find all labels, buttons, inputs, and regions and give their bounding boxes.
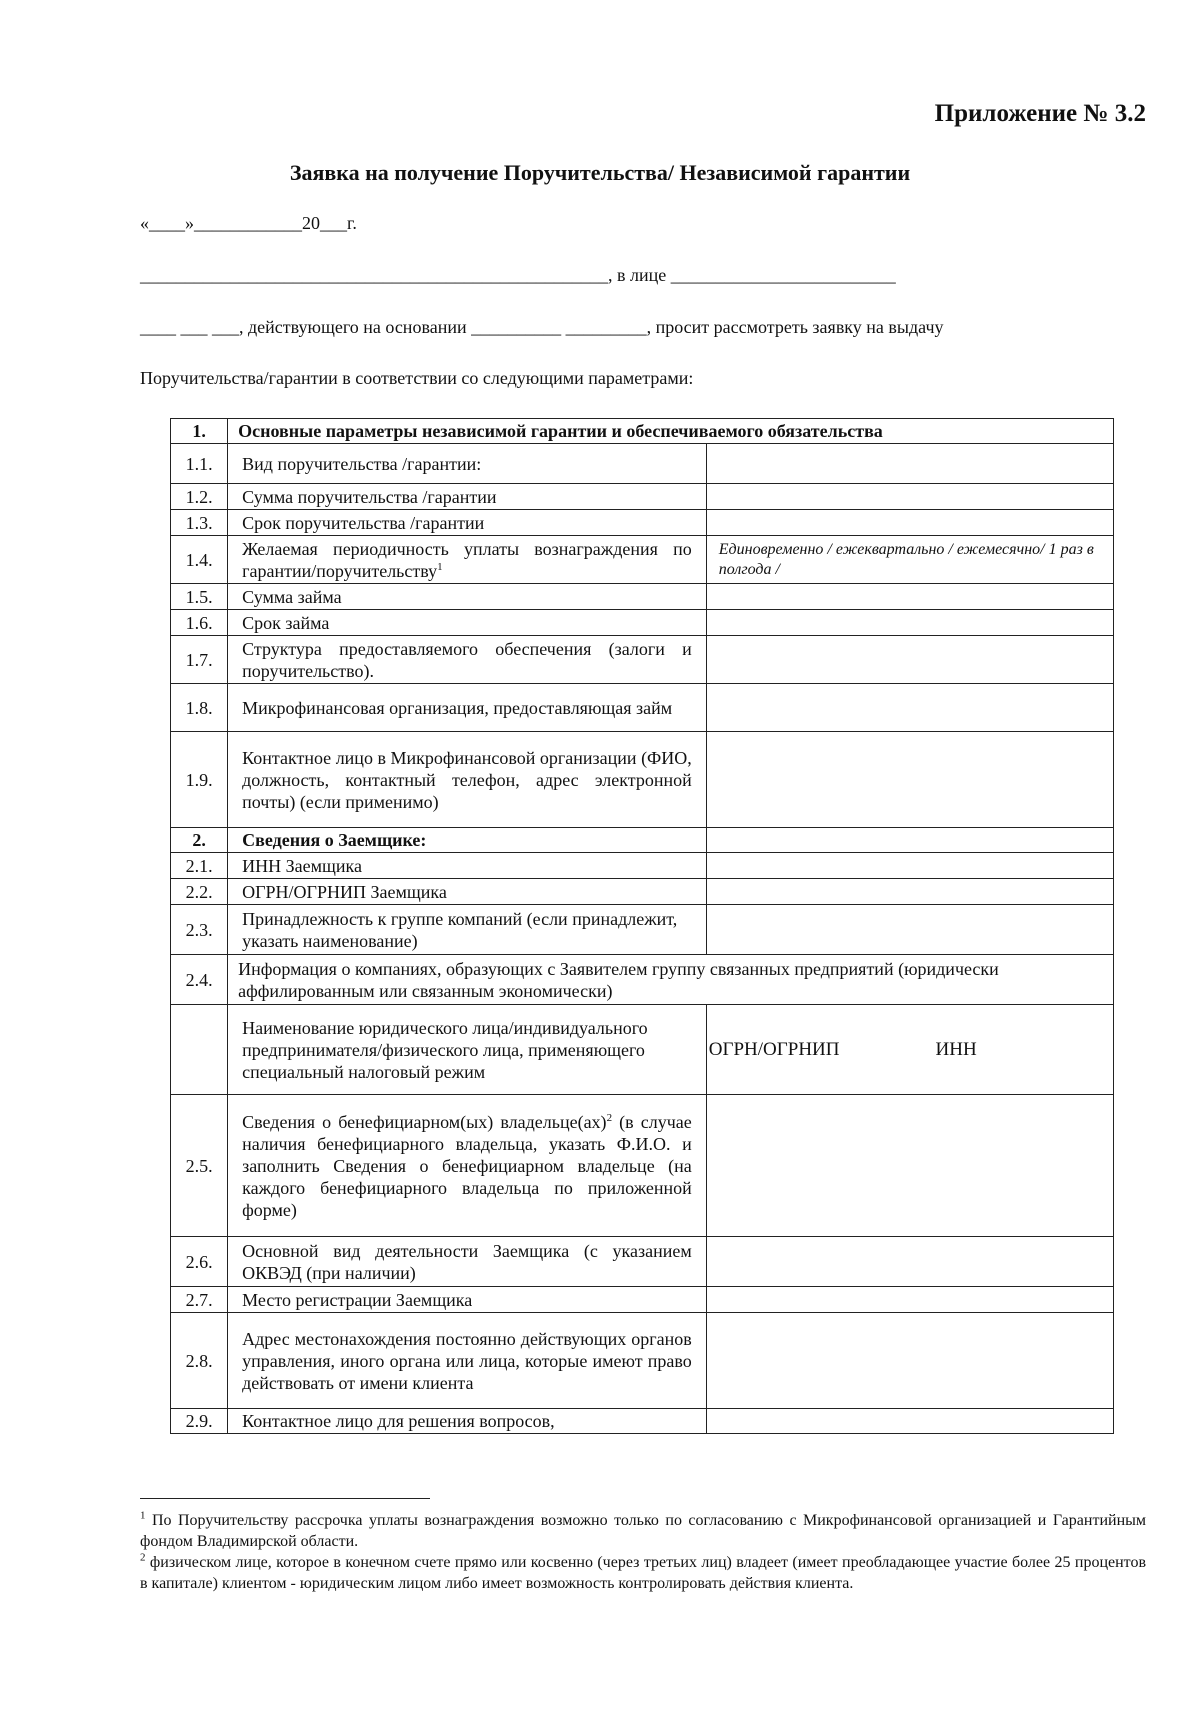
row-number: 1.8. [171, 684, 228, 732]
row-value-field[interactable] [706, 584, 1113, 610]
footnote-2 [140, 1552, 1146, 1594]
table-row [171, 510, 1114, 536]
row-label: ОГРН/ОГРНИП Заемщика [228, 879, 707, 905]
parameters-intro: Поручительства/гарантии в соответствии со следующими параметрами: [140, 368, 694, 388]
footnote-text: физическом лице, которое в конечном счете прямо или косвенно (через третьих лиц) владеет (имеет преобладающее участие более 25 процентов в капитале) клиентом - юридическим лицом либо имеет возможность контролировать действия клиента. [140, 1554, 1146, 1592]
row-label: Наименование юридического лица/индивидуального предпринимателя/физического лица, применяющего специальный налоговый режим [228, 1005, 707, 1095]
row-number: 2.6. [171, 1237, 228, 1287]
row-label-text: Желаемая периодичность уплаты вознаграждения по гарантии/поручительству [242, 538, 692, 581]
row-number: 1.7. [171, 636, 228, 684]
row-value-field[interactable] [706, 1287, 1113, 1313]
row-label: Контактное лицо для решения вопросов, [228, 1409, 707, 1434]
row-value-field[interactable] [706, 732, 1113, 828]
row-label: Сумма поручительства /гарантии [228, 484, 707, 510]
row-number: 2.2. [171, 879, 228, 905]
table-row [171, 905, 1114, 955]
section-title: Основные параметры независимой гарантии и обеспечиваемого обязательства [228, 419, 1114, 444]
row-number: 2.7. [171, 1287, 228, 1313]
row-number-empty [171, 1005, 228, 1095]
footnote-1 [140, 1510, 1146, 1552]
row-value-field[interactable] [706, 1095, 1113, 1237]
row-label: Информация о компаниях, образующих с Заявителем группу связанных предприятий (юридически аффилированным или связанным экономически) [228, 955, 1114, 1005]
row-number: 2.3. [171, 905, 228, 955]
basis-line: ____ ___ ___, действующего на основании __________ _________, просит рассмотреть заявку на выдачу [140, 317, 944, 337]
row-number: 2.8. [171, 1313, 228, 1409]
table-row [171, 955, 1114, 1005]
row-value-field[interactable] [706, 444, 1113, 484]
row-label [228, 536, 707, 584]
section-title: Сведения о Заемщике: [228, 828, 707, 853]
row-label-text: Сведения о бенефициарном(ых) владельце(ах) [242, 1111, 607, 1132]
applicant-line: ____________________________________________________, в лице _________________________ [140, 265, 896, 285]
row-value-field[interactable] [706, 1409, 1113, 1434]
table-row [171, 1409, 1114, 1434]
table-row [171, 1287, 1114, 1313]
ogrn-inn-header [706, 1005, 1113, 1095]
row-value-field[interactable] [706, 636, 1113, 684]
table-row [171, 1237, 1114, 1287]
payment-frequency-options[interactable]: Единовременно / ежеквартально / ежемесячно/ 1 раз в полгода / [706, 536, 1113, 584]
row-number: 1.2. [171, 484, 228, 510]
row-value-field[interactable] [706, 1237, 1113, 1287]
row-label: Микрофинансовая организация, предоставляющая займ [228, 684, 707, 732]
footnote-marker: 1 [140, 1509, 146, 1522]
row-value-field[interactable] [706, 484, 1113, 510]
row-value-field[interactable] [706, 879, 1113, 905]
row-number: 1. [171, 419, 228, 444]
row-label: Основной вид деятельности Заемщика (с указанием ОКВЭД (при наличии) [228, 1237, 707, 1287]
table-row [171, 584, 1114, 610]
footnote-text: По Поручительству рассрочка уплаты вознаграждения возможно только по согласованию с Микрофинансовой организацией и Гарантийным фондом Владимирской области. [140, 1512, 1146, 1550]
row-number: 1.3. [171, 510, 228, 536]
row-label-tail: (в случае наличия бенефициарного владельца, указать Ф.И.О. и заполнить Сведения о бенефициарном владельце (на каждого бенефициарного владельца по приложенной форме) [242, 1111, 692, 1220]
row-label [228, 1095, 707, 1237]
row-label: ИНН Заемщика [228, 853, 707, 879]
table-row [171, 536, 1114, 584]
table-row [171, 636, 1114, 684]
row-number: 2.9. [171, 1409, 228, 1434]
table-row [171, 732, 1114, 828]
section-header-row [171, 828, 1114, 853]
row-number: 1.6. [171, 610, 228, 636]
table-row [171, 1313, 1114, 1409]
row-value-field[interactable] [706, 905, 1113, 955]
table-row [171, 684, 1114, 732]
table-row [171, 1005, 1114, 1095]
table-row [171, 444, 1114, 484]
row-number: 2.5. [171, 1095, 228, 1237]
row-label: Контактное лицо в Микрофинансовой организации (ФИО, должность, контактный телефон, адрес электронной почты) (если применимо) [228, 732, 707, 828]
footnotes [140, 1510, 1146, 1594]
row-label: Срок займа [228, 610, 707, 636]
footnote-marker: 2 [606, 1111, 613, 1124]
footnote-divider [140, 1498, 430, 1499]
row-number: 2.1. [171, 853, 228, 879]
row-number: 1.4. [171, 536, 228, 584]
table-row [171, 879, 1114, 905]
table-row [171, 1095, 1114, 1237]
row-label: Принадлежность к группе компаний (если принадлежит, указать наименование) [228, 905, 707, 955]
row-value-field[interactable] [706, 610, 1113, 636]
table-row [171, 484, 1114, 510]
row-label: Адрес местонахождения постоянно действующих органов управления, иного органа или лица, которые имеют право действовать от имени клиента [228, 1313, 707, 1409]
inn-label: ИНН [935, 1038, 977, 1060]
row-label: Структура предоставляемого обеспечения (залоги и поручительство). [228, 636, 707, 684]
row-label: Вид поручительства /гарантии: [228, 444, 707, 484]
ogrn-label: ОГРН/ОГРНИП [708, 1038, 840, 1060]
row-value-field[interactable] [706, 1313, 1113, 1409]
row-value-field[interactable] [706, 853, 1113, 879]
application-table [170, 418, 1114, 1434]
appendix-number: Приложение № 3.2 [934, 100, 1146, 127]
row-number: 1.5. [171, 584, 228, 610]
row-value-field[interactable] [706, 684, 1113, 732]
row-number: 2. [171, 828, 228, 853]
row-label: Место регистрации Заемщика [228, 1287, 707, 1313]
page-title: Заявка на получение Поручительства/ Независимой гарантии [289, 160, 911, 185]
row-number: 1.1. [171, 444, 228, 484]
date-line: «____»____________20___г. [140, 213, 357, 233]
table-row [171, 610, 1114, 636]
row-label: Сумма займа [228, 584, 707, 610]
row-number: 2.4. [171, 955, 228, 1005]
table-row [171, 853, 1114, 879]
row-value-field[interactable] [706, 510, 1113, 536]
row-number: 1.9. [171, 732, 228, 828]
row-label: Срок поручительства /гарантии [228, 510, 707, 536]
section-header-row [171, 419, 1114, 444]
row-value-field [706, 828, 1113, 853]
footnote-marker: 1 [437, 560, 443, 573]
footnote-marker: 2 [140, 1551, 146, 1564]
